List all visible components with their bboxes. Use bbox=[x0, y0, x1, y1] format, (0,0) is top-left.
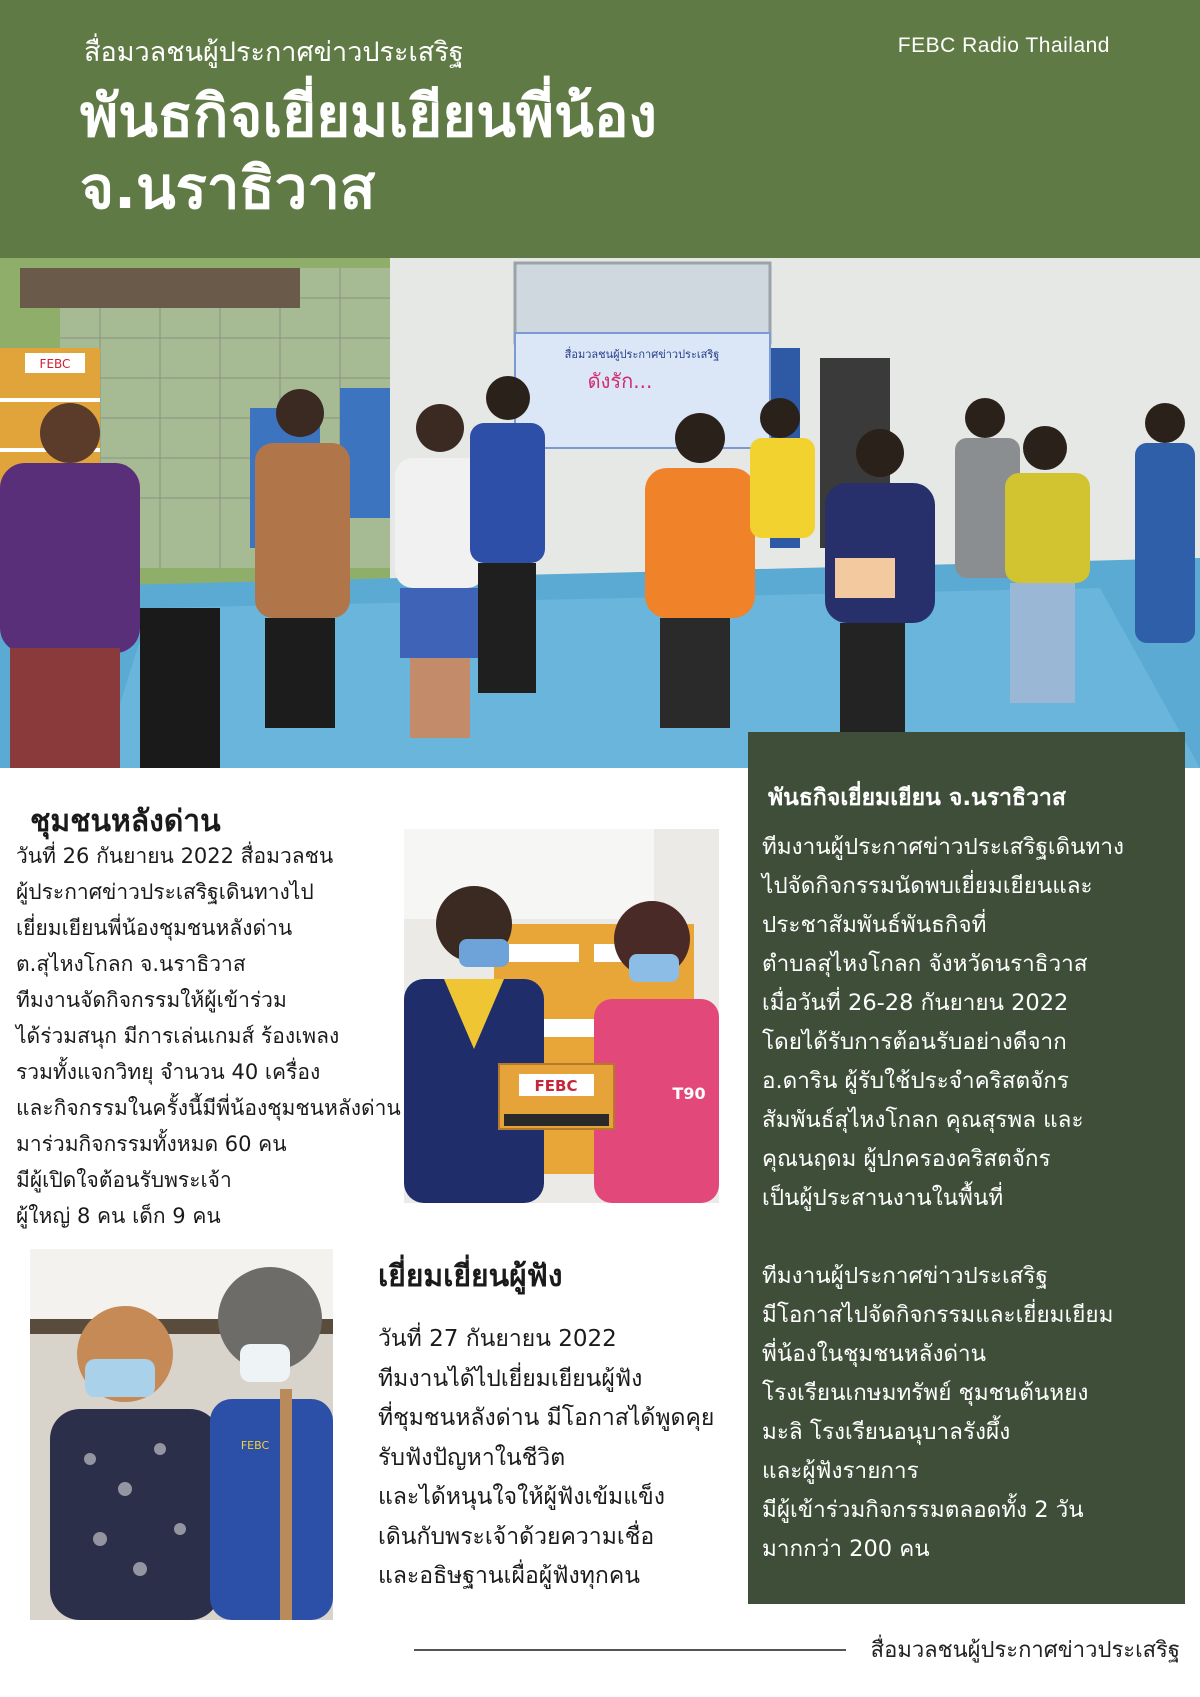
sidebar-line: ประชาสัมพันธ์พันธกิจที่ bbox=[762, 912, 987, 938]
section-community-line: รวมทั้งแจกวิทยุ จำนวน 40 เครื่อง bbox=[16, 1060, 321, 1084]
brand-name: FEBC Radio Thailand bbox=[897, 34, 1110, 57]
photo-radio-handover-illustration bbox=[404, 829, 719, 1203]
sidebar-line: มีโอกาสไปจัดกิจกรรมและเยี่ยมเยียม bbox=[762, 1302, 1114, 1328]
section-listener-line: และได้หนุนใจให้ผู้ฟังเข้มแข็ง bbox=[378, 1484, 665, 1510]
section-community-line: เยี่ยมเยียนพี่น้องชุมชนหลังด่าน bbox=[16, 916, 293, 940]
photo-radio-handover bbox=[404, 829, 719, 1203]
section-community-line: ได้ร่วมสนุก มีการเล่นเกมส์ ร้องเพลง bbox=[16, 1024, 340, 1048]
header-banner bbox=[0, 0, 1200, 258]
section-listener-line: ทีมงานได้ไปเยี่ยมเยียนผู้ฟัง bbox=[378, 1365, 643, 1392]
section-community-line: ผู้ใหญ่ 8 คน เด็ก 9 คน bbox=[16, 1204, 221, 1228]
section-community-line: ทีมงานจัดกิจกรรมให้ผู้เข้าร่วม bbox=[16, 988, 287, 1012]
sidebar-line: สัมพันธ์สุไหงโกลก คุณสุรพล และ bbox=[762, 1107, 1084, 1133]
section-listener-line: ที่ชุมชนหลังด่าน มีโอกาสได้พูดคุย bbox=[378, 1405, 715, 1431]
hero-box-label: FEBC bbox=[39, 357, 71, 371]
sidebar-line: ตำบลสุไหงโกลก จังหวัดนราธิวาส bbox=[762, 951, 1088, 977]
svg-text:ดังรัก...: ดังรัก... bbox=[587, 369, 653, 393]
footer-text: สื่อมวลชนผู้ประกาศข่าวประเสริฐ bbox=[870, 1638, 1180, 1663]
section-community-line: ต.สุไหงโกลก จ.นราธิวาส bbox=[16, 952, 246, 976]
page-title bbox=[80, 80, 980, 224]
sidebar-line: โรงเรียนเกษมทรัพย์ ชุมชนต้นหยง bbox=[762, 1380, 1089, 1406]
section-listener-line: เดินกับพระเจ้าด้วยความเชื่อ bbox=[378, 1523, 655, 1550]
section-community-line: ผู้ประกาศข่าวประเสริฐเดินทางไป bbox=[16, 880, 314, 904]
section-listener-line: รับฟังปัญหาในชีวิต bbox=[378, 1444, 566, 1471]
sidebar-line: เมื่อวันที่ 26-28 กันยายน 2022 bbox=[762, 990, 1069, 1016]
section-community-line: มีผู้เปิดใจต้อนรับพระเจ้า bbox=[16, 1168, 232, 1192]
photo2-box-label: FEBC bbox=[534, 1077, 578, 1095]
sidebar-line: โดยได้รับการต้อนรับอย่างดีจาก bbox=[762, 1029, 1067, 1055]
hero-banner-text: สื่อมวลชนผู้ประกาศข่าวประเสริฐ bbox=[564, 348, 720, 361]
footer-divider bbox=[414, 1649, 846, 1651]
sidebar-line: ทีมงานผู้ประกาศข่าวประเสริฐเดินทาง bbox=[762, 834, 1124, 860]
sidebar-line: เป็นผู้ประสานงานในพื้นที่ bbox=[762, 1185, 1004, 1211]
sidebar-summary-panel bbox=[748, 732, 1185, 1604]
section-listener-body bbox=[378, 1320, 748, 1597]
section-listener-line: และอธิษฐานเผื่อผู้ฟังทุกคน bbox=[378, 1563, 640, 1589]
section-listener-title: เยี่ยมเยี่ยนผู้ฟัง bbox=[378, 1259, 563, 1294]
header-eyebrow: สื่อมวลชนผู้ประกาศข่าวประเสริฐ bbox=[84, 37, 464, 68]
paragraph-gap bbox=[762, 1218, 1177, 1257]
section-community-title: ชุมชนหลังด่าน bbox=[30, 804, 221, 839]
page-title-line-1: พันธกิจเยี่ยมเยียนพี่น้อง bbox=[80, 82, 657, 150]
sidebar-line: มะลิ โรงเรียนอนุบาลรังผึ้ง bbox=[762, 1419, 1011, 1445]
section-community-body bbox=[16, 838, 406, 1234]
sidebar-line: คุณนฤดม ผู้ปกครองคริสตจักร bbox=[762, 1146, 1051, 1172]
hero-photo-dancing bbox=[0, 258, 1200, 768]
photo3-logo-text: FEBC bbox=[240, 1439, 270, 1452]
section-community-line: วันที่ 26 กันยายน 2022 สื่อมวลชน bbox=[16, 844, 334, 868]
section-community-line: มาร่วมกิจกรรมทั้งหมด 60 คน bbox=[16, 1132, 287, 1156]
sidebar-title: พันธกิจเยี่ยมเยียน จ.นราธิวาส bbox=[768, 785, 1066, 811]
photo2-shirt-text: T90 bbox=[672, 1084, 706, 1103]
section-community-line: และกิจกรรมในครั้งนี้มีพี่น้องชุมชนหลังด่าน bbox=[16, 1096, 401, 1120]
sidebar-line: มากกว่า 200 คน bbox=[762, 1536, 930, 1562]
sidebar-body bbox=[762, 828, 1177, 1569]
photo-listener-visit bbox=[30, 1249, 333, 1620]
sidebar-line: ทีมงานผู้ประกาศข่าวประเสริฐ bbox=[762, 1263, 1048, 1289]
section-listener-line: วันที่ 27 กันยายน 2022 bbox=[378, 1326, 617, 1352]
sidebar-line: มีผู้เข้าร่วมกิจกรรมตลอดทั้ง 2 วัน bbox=[762, 1497, 1084, 1523]
sidebar-line: และผู้ฟังรายการ bbox=[762, 1458, 919, 1484]
page-title-line-2: จ.นราธิวาส bbox=[80, 154, 376, 222]
sidebar-line: อ.ดาริน ผู้รับใช้ประจำคริสตจักร bbox=[762, 1068, 1069, 1094]
photo-listener-visit-illustration bbox=[30, 1249, 333, 1620]
sidebar-line: ไปจัดกิจกรรมนัดพบเยี่ยมเยียนและ bbox=[762, 873, 1093, 899]
hero-photo-illustration bbox=[0, 258, 1200, 768]
sidebar-line: พี่น้องในชุมชนหลังด่าน bbox=[762, 1341, 987, 1367]
